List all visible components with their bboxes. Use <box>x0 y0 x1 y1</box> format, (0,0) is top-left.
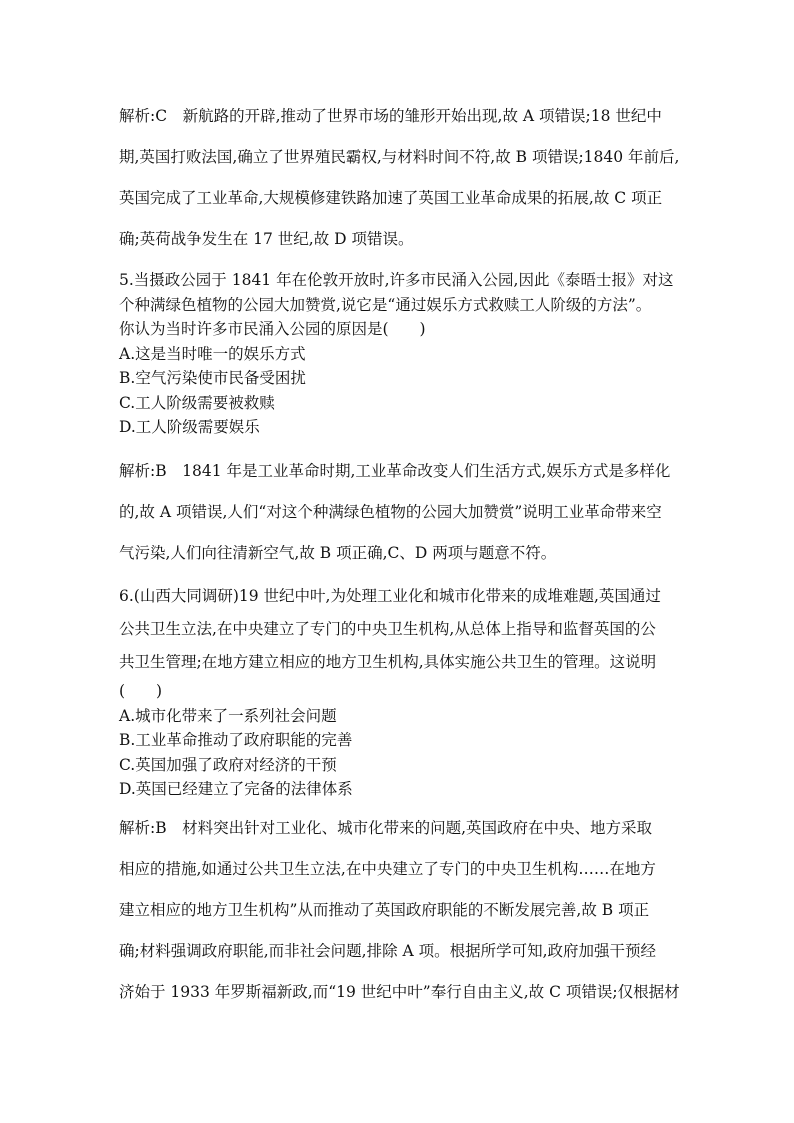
analysis-line: 英国完成了工业革命,大规模修建铁路加速了英国工业革命成果的拓展,故 C 项正 <box>119 189 663 207</box>
analysis-line: 确;英荷战争发生在 17 世纪,故 D 项错误。 <box>119 230 414 248</box>
option-b: B.工业革命推动了政府职能的完善 <box>119 731 353 749</box>
analysis-line: 济始于 1933 年罗斯福新政,而“19 世纪中叶”奉行自由主义,故 C 项错误;仅根据材 <box>119 983 680 1001</box>
analysis-line: 确;材料强调政府职能,而非社会问题,排除 A 项。根据所学可知,政府加强干预经 <box>119 942 657 960</box>
option-c: C.工人阶级需要被救赎 <box>119 393 275 412</box>
analysis-block-1 <box>119 96 689 260</box>
question-stem-line: 你认为当时许多市民涌入公园的原因是( ) <box>119 320 426 338</box>
analysis-line: 期,英国打败法国,确立了世界殖民霸权,与材料时间不符,故 B 项错误;1840 年前后, <box>119 148 680 166</box>
question-stem-line: 5.当摄政公园于 1841 年在伦敦开放时,许多市民涌入公园,因此《泰晤士报》对这 <box>119 271 674 289</box>
analysis-line: 解析:C 新航路的开辟,推动了世界市场的雏形开始出现,故 A 项错误;18 世纪中 <box>119 107 662 125</box>
question-stem-line: ( ) <box>119 682 163 700</box>
option-a: A.城市化带来了一系列社会问题 <box>119 706 337 725</box>
option-a: A.这是当时唯一的娱乐方式 <box>119 344 306 363</box>
analysis-line: 建立相应的地方卫生机构”从而推动了英国政府职能的不断发展完善,故 B 项正 <box>119 901 650 919</box>
analysis-block-5 <box>119 451 689 574</box>
question-stem-line: 共卫生管理;在地方建立相应的地方卫生机构,具体实施公共卫生的管理。这说明 <box>119 653 657 671</box>
question-stem-line: 个种满绿色植物的公园大加赞赏,说它是“通过娱乐方式救赎工人阶级的方法”。 <box>119 295 652 314</box>
question-stem-line: 6.(山西大同调研)19 世纪中叶,为处理工业化和城市化带来的成堆难题,英国通过 <box>119 587 661 605</box>
analysis-line: 解析:B 材料突出针对工业化、城市化带来的问题,英国政府在中央、地方采取 <box>119 819 653 837</box>
option-c: C.英国加强了政府对经济的干预 <box>119 755 337 774</box>
analysis-line: 气污染,人们向往清新空气,故 B 项正确,C、D 两项与题意不符。 <box>119 544 557 562</box>
question-5 <box>119 268 689 440</box>
question-stem-line: 公共卫生立法,在中央建立了专门的中央卫生机构,从总体上指导和监督英国的公 <box>119 620 656 638</box>
analysis-line: 的,故 A 项错误,人们“对这个种满绿色植物的公园大加赞赏”说明工业革命带来空 <box>119 503 662 521</box>
analysis-block-6 <box>119 808 689 1013</box>
option-b: B.空气污染使市民备受困扰 <box>119 369 306 387</box>
option-d: D.英国已经建立了完备的法律体系 <box>119 780 353 798</box>
question-6 <box>119 580 689 802</box>
analysis-line: 解析:B 1841 年是工业革命时期,工业革命改变人们生活方式,娱乐方式是多样化 <box>119 462 671 480</box>
analysis-line: 相应的措施,如通过公共卫生立法,在中央建立了专门的中央卫生机构……在地方 <box>119 860 656 878</box>
option-d: D.工人阶级需要娱乐 <box>119 418 260 436</box>
